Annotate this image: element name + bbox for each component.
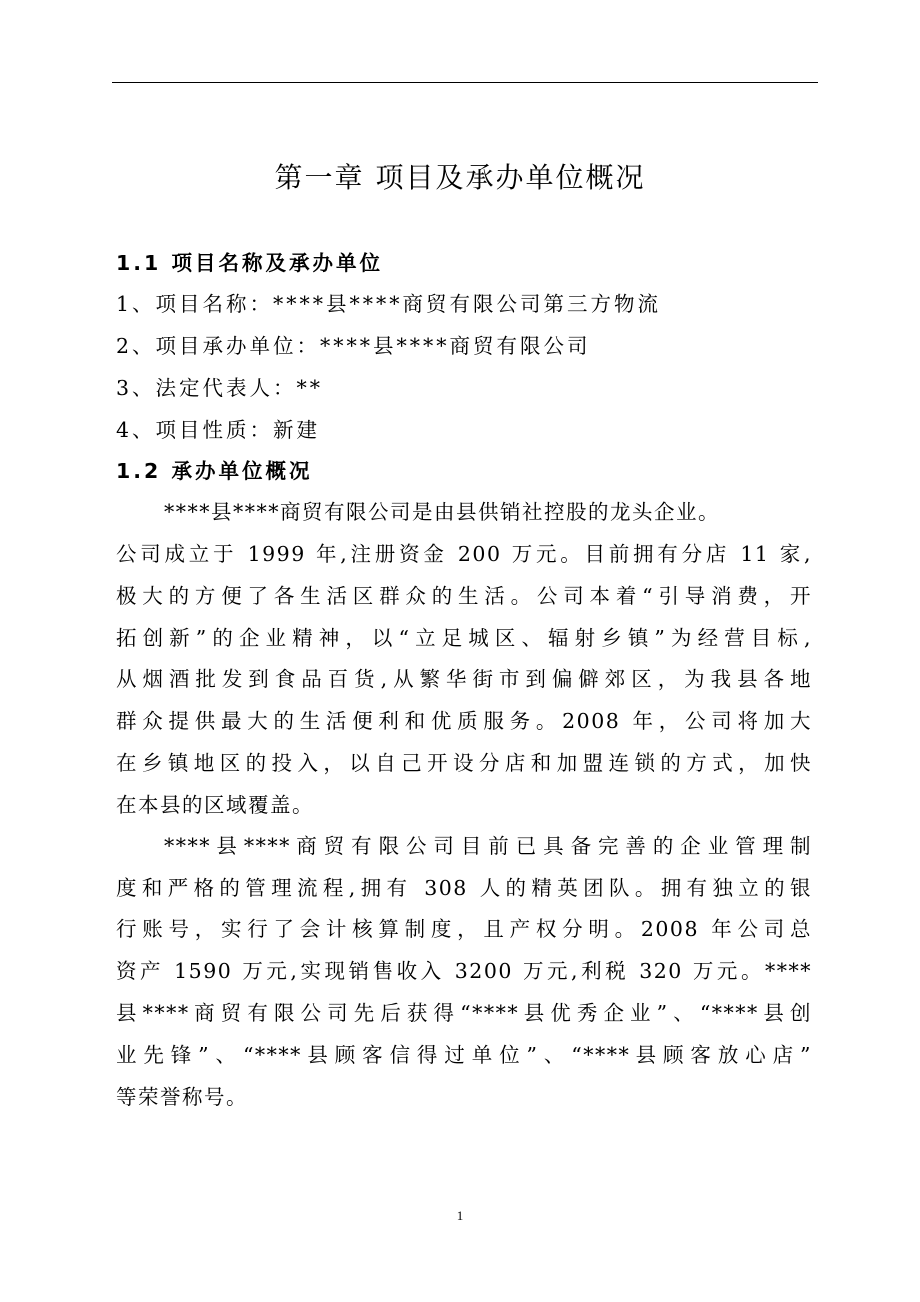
paragraph-2-line: 度和严格的管理流程,拥有 308 人的精英团队。拥有独立的银 — [116, 876, 812, 900]
paragraph-2-line: 业先锋”、“****县顾客信得过单位”、“****县顾客放心店” — [116, 1043, 812, 1067]
item-legal-representative: 3、法定代表人：** — [116, 376, 324, 400]
item-project-organizer: 2、项目承办单位：****县****商贸有限公司 — [116, 334, 591, 358]
paragraph-2-line: 行账号，实行了会计核算制度，且产权分明。2008 年公司总 — [116, 917, 812, 941]
paragraph-1-line: 群众提供最大的生活便利和优质服务。2008 年，公司将加大 — [116, 709, 812, 733]
header-rule — [112, 82, 818, 83]
chapter-title: 第一章 项目及承办单位概况 — [274, 161, 646, 194]
paragraph-2-line: 等荣誉称号。 — [116, 1085, 248, 1109]
paragraph-2-line: 县****商贸有限公司先后获得“****县优秀企业”、“****县创 — [116, 1001, 812, 1025]
page-number: 1 — [456, 1208, 464, 1223]
item-project-name: 1、项目名称：****县****商贸有限公司第三方物流 — [116, 292, 662, 316]
paragraph-1-line: 极大的方便了各生活区群众的生活。公司本着“引导消费，开 — [116, 584, 812, 608]
paragraph-1-line: 在本县的区域覆盖。 — [116, 793, 314, 817]
paragraph-1-line: ****县****商贸有限公司是由县供销社控股的龙头企业。 — [164, 500, 720, 524]
paragraph-2-line: 资产 1590 万元,实现销售收入 3200 万元,利税 320 万元。**** — [116, 959, 812, 983]
paragraph-1-line: 从烟酒批发到食品百货,从繁华街市到偏僻郊区，为我县各地 — [116, 667, 812, 691]
paragraph-1-line: 在乡镇地区的投入，以自己开设分店和加盟连锁的方式，加快 — [116, 751, 812, 775]
section-heading-1-2: 1.2 承办单位概况 — [116, 459, 313, 483]
paragraph-1-line: 公司成立于 1999 年,注册资金 200 万元。目前拥有分店 11 家, — [116, 542, 812, 566]
section-heading-1-1: 1.1 项目名称及承办单位 — [116, 251, 383, 275]
item-project-nature: 4、项目性质：新建 — [116, 418, 321, 442]
paragraph-1-line: 拓创新”的企业精神，以“立足城区、辐射乡镇”为经营目标, — [116, 626, 812, 650]
paragraph-2-line: ****县****商贸有限公司目前已具备完善的企业管理制 — [164, 834, 812, 858]
